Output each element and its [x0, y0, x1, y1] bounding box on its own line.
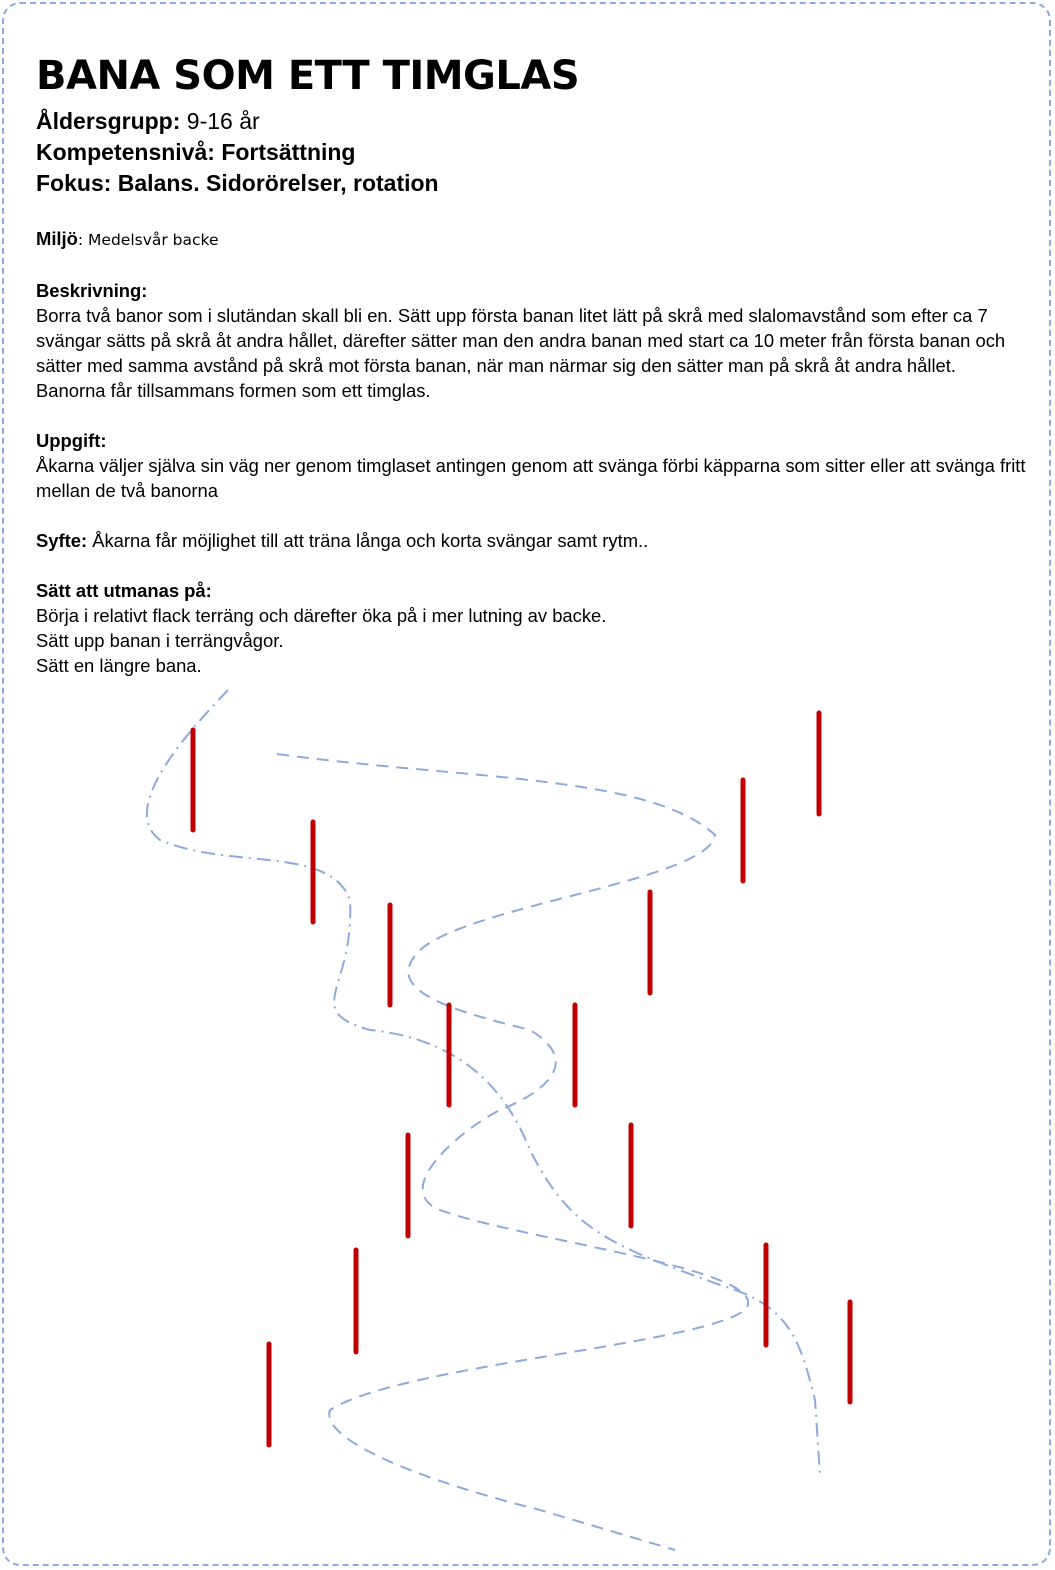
- level-value: Fortsättning: [221, 139, 356, 165]
- focus-label: Fokus:: [36, 170, 112, 196]
- description-heading: Beskrivning:: [36, 280, 148, 301]
- description-text: Borra två banor som i slutändan skall bli en. Sätt upp första banan litet lätt på skrå med slalomavstånd som efter ca 7 svängar sätts på skrå åt andra hållet, därefter sätter man den andra banan med start ca 10 meter från första banan och sätter med samma avstånd på skrå mot första banan, när man närmar sig den sätter man på skrå åt andra hållet. Banorna får tillsammans formen som ett timglas.: [36, 305, 1006, 401]
- challenge-line: Börja i relativt flack terräng och därefter öka på i mer lutning av backe.: [36, 605, 607, 626]
- challenge-heading: Sätt att utmanas på:: [36, 580, 212, 601]
- level-label: Kompetensnivå:: [36, 139, 215, 165]
- dash-dot-path: [147, 690, 820, 1475]
- purpose-label: Syfte:: [36, 530, 88, 551]
- task-heading: Uppgift:: [36, 430, 107, 451]
- challenge-line: Sätt en längre bana.: [36, 655, 202, 676]
- task-text: Åkarna väljer själva sin väg ner genom timglaset antingen genom att svänga förbi käpparna som sitter eller att svänga fritt mellan de två banorna: [36, 455, 1026, 501]
- focus-value: Balans. Sidorörelser, rotation: [117, 170, 439, 196]
- dashed-path: [277, 754, 748, 1550]
- environment-label: Miljö: [36, 228, 78, 249]
- age-group-value: 9-16 år: [186, 108, 260, 134]
- age-group-label: Åldersgrupp:: [36, 108, 181, 134]
- challenge-line: Sätt upp banan i terrängvågor.: [36, 630, 284, 651]
- page-title: BANA SOM ETT TIMGLAS: [36, 53, 580, 99]
- environment-value: : Medelsvår backe: [77, 231, 219, 249]
- purpose-text: Åkarna får möjlighet till att träna långa och korta svängar samt rytm..: [87, 530, 649, 551]
- gates: [193, 713, 850, 1445]
